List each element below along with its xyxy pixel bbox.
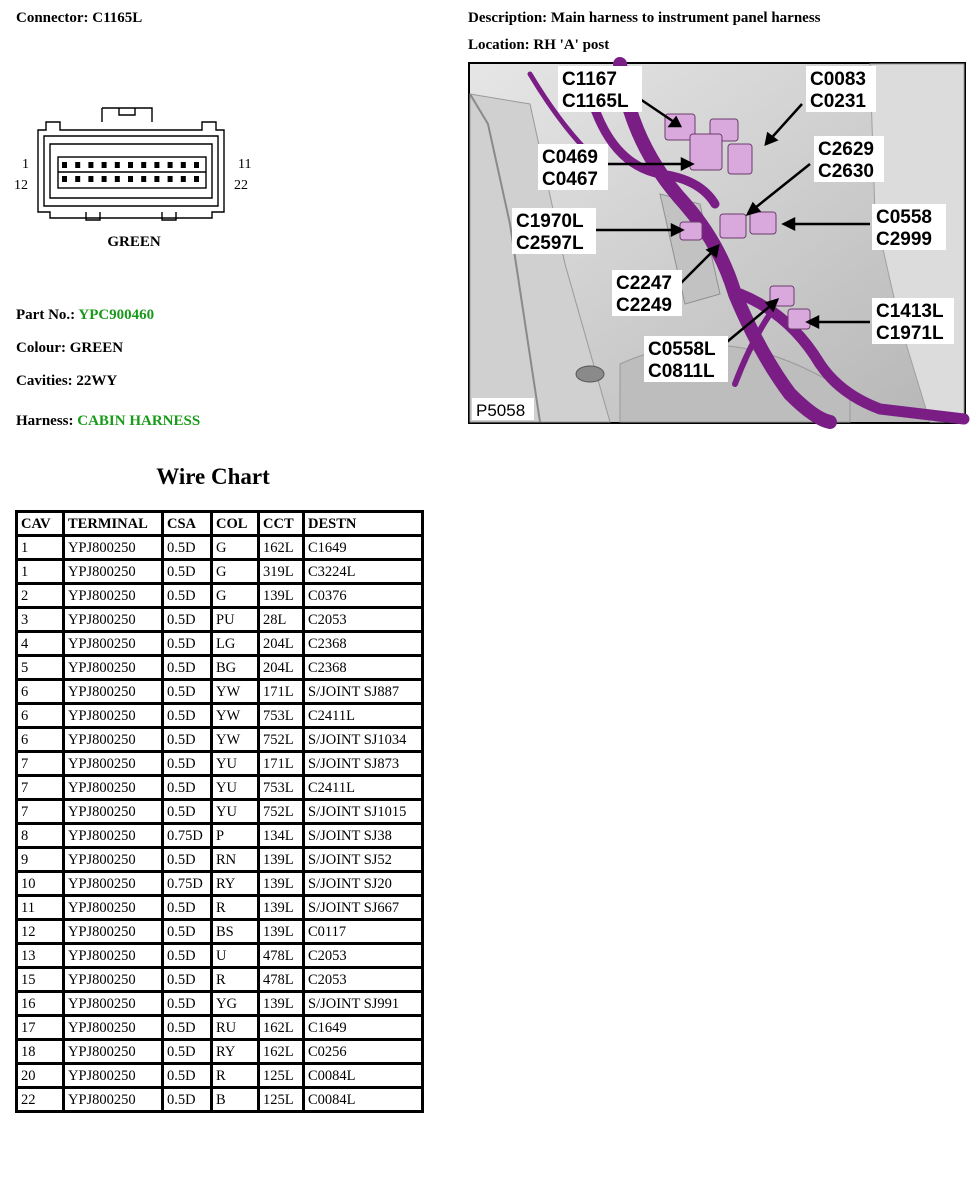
cell-destn: C1649 [304, 1016, 423, 1040]
cell-cav: 13 [17, 944, 64, 968]
cell-col: YW [212, 704, 259, 728]
callout-c0083: C0083 [810, 69, 866, 90]
cell-cct: 204L [259, 656, 304, 680]
cell-destn: C0084L [304, 1064, 423, 1088]
column-header-terminal: TERMINAL [64, 512, 163, 536]
cell-cav: 17 [17, 1016, 64, 1040]
cell-cav: 8 [17, 824, 64, 848]
cell-csa: 0.5D [163, 968, 212, 992]
cell-terminal: YPJ800250 [64, 656, 163, 680]
cavity-pin [181, 176, 186, 182]
cell-terminal: YPJ800250 [64, 824, 163, 848]
cell-terminal: YPJ800250 [64, 752, 163, 776]
cavity-pin [141, 162, 146, 168]
cell-csa: 0.5D [163, 944, 212, 968]
location-label: Location: [468, 37, 530, 53]
cell-cct: 171L [259, 752, 304, 776]
cell-cav: 11 [17, 896, 64, 920]
column-header-csa: CSA [163, 512, 212, 536]
cell-cav: 12 [17, 920, 64, 944]
cell-csa: 0.5D [163, 848, 212, 872]
cell-cct: 139L [259, 584, 304, 608]
location-heading [468, 37, 609, 54]
cell-cav: 16 [17, 992, 64, 1016]
callout-c1165l: C1165L [562, 91, 629, 112]
cell-cct: 752L [259, 728, 304, 752]
cell-col: G [212, 536, 259, 560]
cavity-pin [154, 162, 159, 168]
cell-destn: S/JOINT SJ38 [304, 824, 423, 848]
cell-csa: 0.75D [163, 872, 212, 896]
cell-col: R [212, 968, 259, 992]
wire-chart-table [15, 510, 424, 1113]
cell-cct: 204L [259, 632, 304, 656]
table-row [17, 824, 423, 848]
cell-destn: S/JOINT SJ887 [304, 680, 423, 704]
cell-csa: 0.5D [163, 1016, 212, 1040]
table-row [17, 944, 423, 968]
callout-c2630: C2630 [818, 161, 874, 182]
cell-destn: S/JOINT SJ991 [304, 992, 423, 1016]
cell-terminal: YPJ800250 [64, 728, 163, 752]
cell-col: YU [212, 800, 259, 824]
cell-cct: 753L [259, 704, 304, 728]
cell-csa: 0.5D [163, 776, 212, 800]
connector-heading [16, 10, 142, 27]
colour-row [16, 340, 123, 357]
cell-col: P [212, 824, 259, 848]
callout-c2597l: C2597L [516, 233, 584, 254]
cell-terminal: YPJ800250 [64, 968, 163, 992]
cavity-pin [75, 162, 80, 168]
cell-col: RY [212, 1040, 259, 1064]
table-row [17, 1064, 423, 1088]
callout-c0558: C0558 [876, 207, 932, 228]
cavity-pin [88, 176, 93, 182]
cell-cav: 20 [17, 1064, 64, 1088]
location-value: RH 'A' post [533, 37, 610, 53]
cell-cav: 18 [17, 1040, 64, 1064]
cell-csa: 0.5D [163, 560, 212, 584]
cell-cct: 139L [259, 896, 304, 920]
cell-destn: C2053 [304, 944, 423, 968]
connector-value: C1165L [92, 10, 143, 26]
cell-cct: 125L [259, 1064, 304, 1088]
callout-c0231: C0231 [810, 91, 866, 112]
cell-csa: 0.5D [163, 728, 212, 752]
connector-label: Connector: [16, 10, 89, 26]
table-row [17, 920, 423, 944]
cell-csa: 0.5D [163, 896, 212, 920]
callout-c0469: C0469 [542, 147, 598, 168]
table-row [17, 536, 423, 560]
callout-c1413l: C1413L [876, 301, 944, 322]
cell-col: R [212, 1064, 259, 1088]
cell-col: G [212, 560, 259, 584]
cell-destn: S/JOINT SJ1034 [304, 728, 423, 752]
cell-terminal: YPJ800250 [64, 1088, 163, 1112]
cavity-pin [115, 162, 120, 168]
cell-terminal: YPJ800250 [64, 872, 163, 896]
cell-destn: C0256 [304, 1040, 423, 1064]
cell-cct: 752L [259, 800, 304, 824]
pin-label-1: 1 [22, 157, 29, 172]
cell-cct: 134L [259, 824, 304, 848]
cell-destn: C0376 [304, 584, 423, 608]
cell-col: RU [212, 1016, 259, 1040]
cell-csa: 0.5D [163, 656, 212, 680]
callout-c0467: C0467 [542, 169, 598, 190]
cell-cav: 5 [17, 656, 64, 680]
cell-destn: S/JOINT SJ20 [304, 872, 423, 896]
cell-cct: 139L [259, 848, 304, 872]
cell-destn: C0084L [304, 1088, 423, 1112]
cell-col: YW [212, 728, 259, 752]
cell-destn: C2411L [304, 776, 423, 800]
cell-csa: 0.5D [163, 1040, 212, 1064]
cell-csa: 0.5D [163, 992, 212, 1016]
cell-cct: 478L [259, 968, 304, 992]
cell-terminal: YPJ800250 [64, 896, 163, 920]
cell-cct: 162L [259, 536, 304, 560]
harness-label: Harness: [16, 413, 74, 429]
callout-c1971l: C1971L [876, 323, 944, 344]
cell-destn: C3224L [304, 560, 423, 584]
cavity-pin [88, 162, 93, 168]
wire-chart-title: Wire Chart [156, 464, 270, 489]
cavity-pin [168, 176, 173, 182]
cell-cav: 10 [17, 872, 64, 896]
cell-cav: 22 [17, 1088, 64, 1112]
cell-destn: C1649 [304, 536, 423, 560]
pin-label-22: 22 [234, 178, 248, 193]
cell-cav: 1 [17, 536, 64, 560]
cell-destn: C0117 [304, 920, 423, 944]
description-value: Main harness to instrument panel harness [550, 10, 821, 26]
table-row [17, 656, 423, 680]
cell-csa: 0.5D [163, 632, 212, 656]
cell-terminal: YPJ800250 [64, 992, 163, 1016]
cavity-pin [141, 176, 146, 182]
cavity-pin [102, 162, 107, 168]
cell-destn: C2053 [304, 968, 423, 992]
cell-cav: 3 [17, 608, 64, 632]
cell-cav: 4 [17, 632, 64, 656]
cavity-pin [194, 162, 199, 168]
table-row [17, 968, 423, 992]
callout-c0811l: C0811L [648, 361, 715, 382]
cell-col: G [212, 584, 259, 608]
table-row [17, 1016, 423, 1040]
cell-cct: 162L [259, 1040, 304, 1064]
cavities-value: 22WY [76, 373, 118, 389]
cell-cav: 7 [17, 800, 64, 824]
cavity-pin [102, 176, 107, 182]
cell-col: BS [212, 920, 259, 944]
table-row [17, 680, 423, 704]
cell-csa: 0.5D [163, 752, 212, 776]
table-row [17, 608, 423, 632]
cell-csa: 0.5D [163, 584, 212, 608]
cell-cav: 7 [17, 752, 64, 776]
table-row [17, 800, 423, 824]
cell-terminal: YPJ800250 [64, 944, 163, 968]
cell-cct: 139L [259, 992, 304, 1016]
cell-terminal: YPJ800250 [64, 800, 163, 824]
colour-value: GREEN [69, 340, 124, 356]
cell-csa: 0.5D [163, 608, 212, 632]
table-row [17, 776, 423, 800]
callout-c2249: C2249 [616, 295, 672, 316]
cell-cav: 6 [17, 704, 64, 728]
cell-terminal: YPJ800250 [64, 704, 163, 728]
harness-row [16, 413, 200, 430]
callout-c2629: C2629 [818, 139, 874, 160]
column-header-cct: CCT [259, 512, 304, 536]
cell-col: YU [212, 752, 259, 776]
cavity-pin [128, 176, 133, 182]
cell-cav: 9 [17, 848, 64, 872]
cavity-pin [128, 162, 133, 168]
callout-c2999: C2999 [876, 229, 932, 250]
cell-terminal: YPJ800250 [64, 848, 163, 872]
cell-col: RN [212, 848, 259, 872]
connector-face-diagram [14, 100, 264, 255]
part-number-row [16, 307, 154, 324]
cell-destn: S/JOINT SJ873 [304, 752, 423, 776]
cavity-pin [181, 162, 186, 168]
cavity-pin [168, 162, 173, 168]
table-row [17, 1088, 423, 1112]
cell-destn: S/JOINT SJ667 [304, 896, 423, 920]
cell-destn: C2368 [304, 656, 423, 680]
cell-cav: 7 [17, 776, 64, 800]
pin-label-12: 12 [14, 178, 28, 193]
cell-col: RY [212, 872, 259, 896]
cell-terminal: YPJ800250 [64, 584, 163, 608]
cell-cct: 125L [259, 1088, 304, 1112]
cell-terminal: YPJ800250 [64, 680, 163, 704]
column-header-cav: CAV [17, 512, 64, 536]
cell-col: R [212, 896, 259, 920]
table-body [17, 536, 423, 1112]
table-row [17, 992, 423, 1016]
cell-csa: 0.5D [163, 1088, 212, 1112]
cell-col: PU [212, 608, 259, 632]
cell-cav: 6 [17, 728, 64, 752]
cell-cct: 171L [259, 680, 304, 704]
cell-terminal: YPJ800250 [64, 632, 163, 656]
cell-terminal: YPJ800250 [64, 608, 163, 632]
harness-link[interactable]: CABIN HARNESS [77, 413, 201, 429]
location-photo [468, 62, 966, 424]
cell-cav: 2 [17, 584, 64, 608]
cavity-pin [75, 176, 80, 182]
table-row [17, 584, 423, 608]
cavities-label: Cavities: [16, 373, 73, 389]
callout-c1167: C1167 [562, 69, 617, 90]
cell-destn: C2053 [304, 608, 423, 632]
table-row [17, 848, 423, 872]
cell-terminal: YPJ800250 [64, 536, 163, 560]
cell-terminal: YPJ800250 [64, 1016, 163, 1040]
table-row [17, 752, 423, 776]
cell-col: B [212, 1088, 259, 1112]
cell-cct: 28L [259, 608, 304, 632]
table-row [17, 872, 423, 896]
connector-colour-caption: GREEN [107, 234, 161, 250]
cell-destn: S/JOINT SJ1015 [304, 800, 423, 824]
cell-csa: 0.5D [163, 920, 212, 944]
cavity-pin [154, 176, 159, 182]
cell-csa: 0.5D [163, 680, 212, 704]
cavity-pin [62, 176, 67, 182]
column-header-col: COL [212, 512, 259, 536]
column-header-destn: DESTN [304, 512, 423, 536]
cell-col: YU [212, 776, 259, 800]
cell-destn: C2411L [304, 704, 423, 728]
description-label: Description: [468, 10, 548, 26]
cell-terminal: YPJ800250 [64, 920, 163, 944]
cell-csa: 0.5D [163, 704, 212, 728]
cell-cct: 319L [259, 560, 304, 584]
cell-cav: 6 [17, 680, 64, 704]
cell-destn: C2368 [304, 632, 423, 656]
cell-cct: 478L [259, 944, 304, 968]
cavity-pin [115, 176, 120, 182]
cell-col: YG [212, 992, 259, 1016]
description-heading [468, 10, 821, 27]
cell-csa: 0.5D [163, 1064, 212, 1088]
callout-c1970l: C1970L [516, 211, 584, 232]
cavity-pin [62, 162, 67, 168]
table-row [17, 560, 423, 584]
callout-c0558l: C0558L [648, 339, 716, 360]
cell-csa: 0.5D [163, 800, 212, 824]
pin-label-11: 11 [238, 157, 252, 172]
cavity-pin [194, 176, 199, 182]
cell-cct: 139L [259, 872, 304, 896]
table-row [17, 728, 423, 752]
table-row [17, 1040, 423, 1064]
cell-terminal: YPJ800250 [64, 776, 163, 800]
cell-cct: 162L [259, 1016, 304, 1040]
cell-cav: 1 [17, 560, 64, 584]
cell-terminal: YPJ800250 [64, 560, 163, 584]
cell-col: YW [212, 680, 259, 704]
table-row [17, 704, 423, 728]
cell-cct: 753L [259, 776, 304, 800]
table-row [17, 896, 423, 920]
part-number-link[interactable]: YPC900460 [78, 307, 155, 323]
part-label: Part No.: [16, 307, 76, 323]
cell-destn: S/JOINT SJ52 [304, 848, 423, 872]
cavities-row [16, 373, 117, 390]
figure-id: P5058 [476, 401, 526, 420]
cell-col: BG [212, 656, 259, 680]
cell-cct: 139L [259, 920, 304, 944]
table-row [17, 632, 423, 656]
cell-terminal: YPJ800250 [64, 1064, 163, 1088]
table-header-row [17, 512, 423, 536]
cell-col: U [212, 944, 259, 968]
cell-col: LG [212, 632, 259, 656]
cell-terminal: YPJ800250 [64, 1040, 163, 1064]
callout-c2247: C2247 [616, 273, 672, 294]
cell-csa: 0.5D [163, 536, 212, 560]
cell-cav: 15 [17, 968, 64, 992]
cell-csa: 0.75D [163, 824, 212, 848]
colour-label: Colour: [16, 340, 66, 356]
